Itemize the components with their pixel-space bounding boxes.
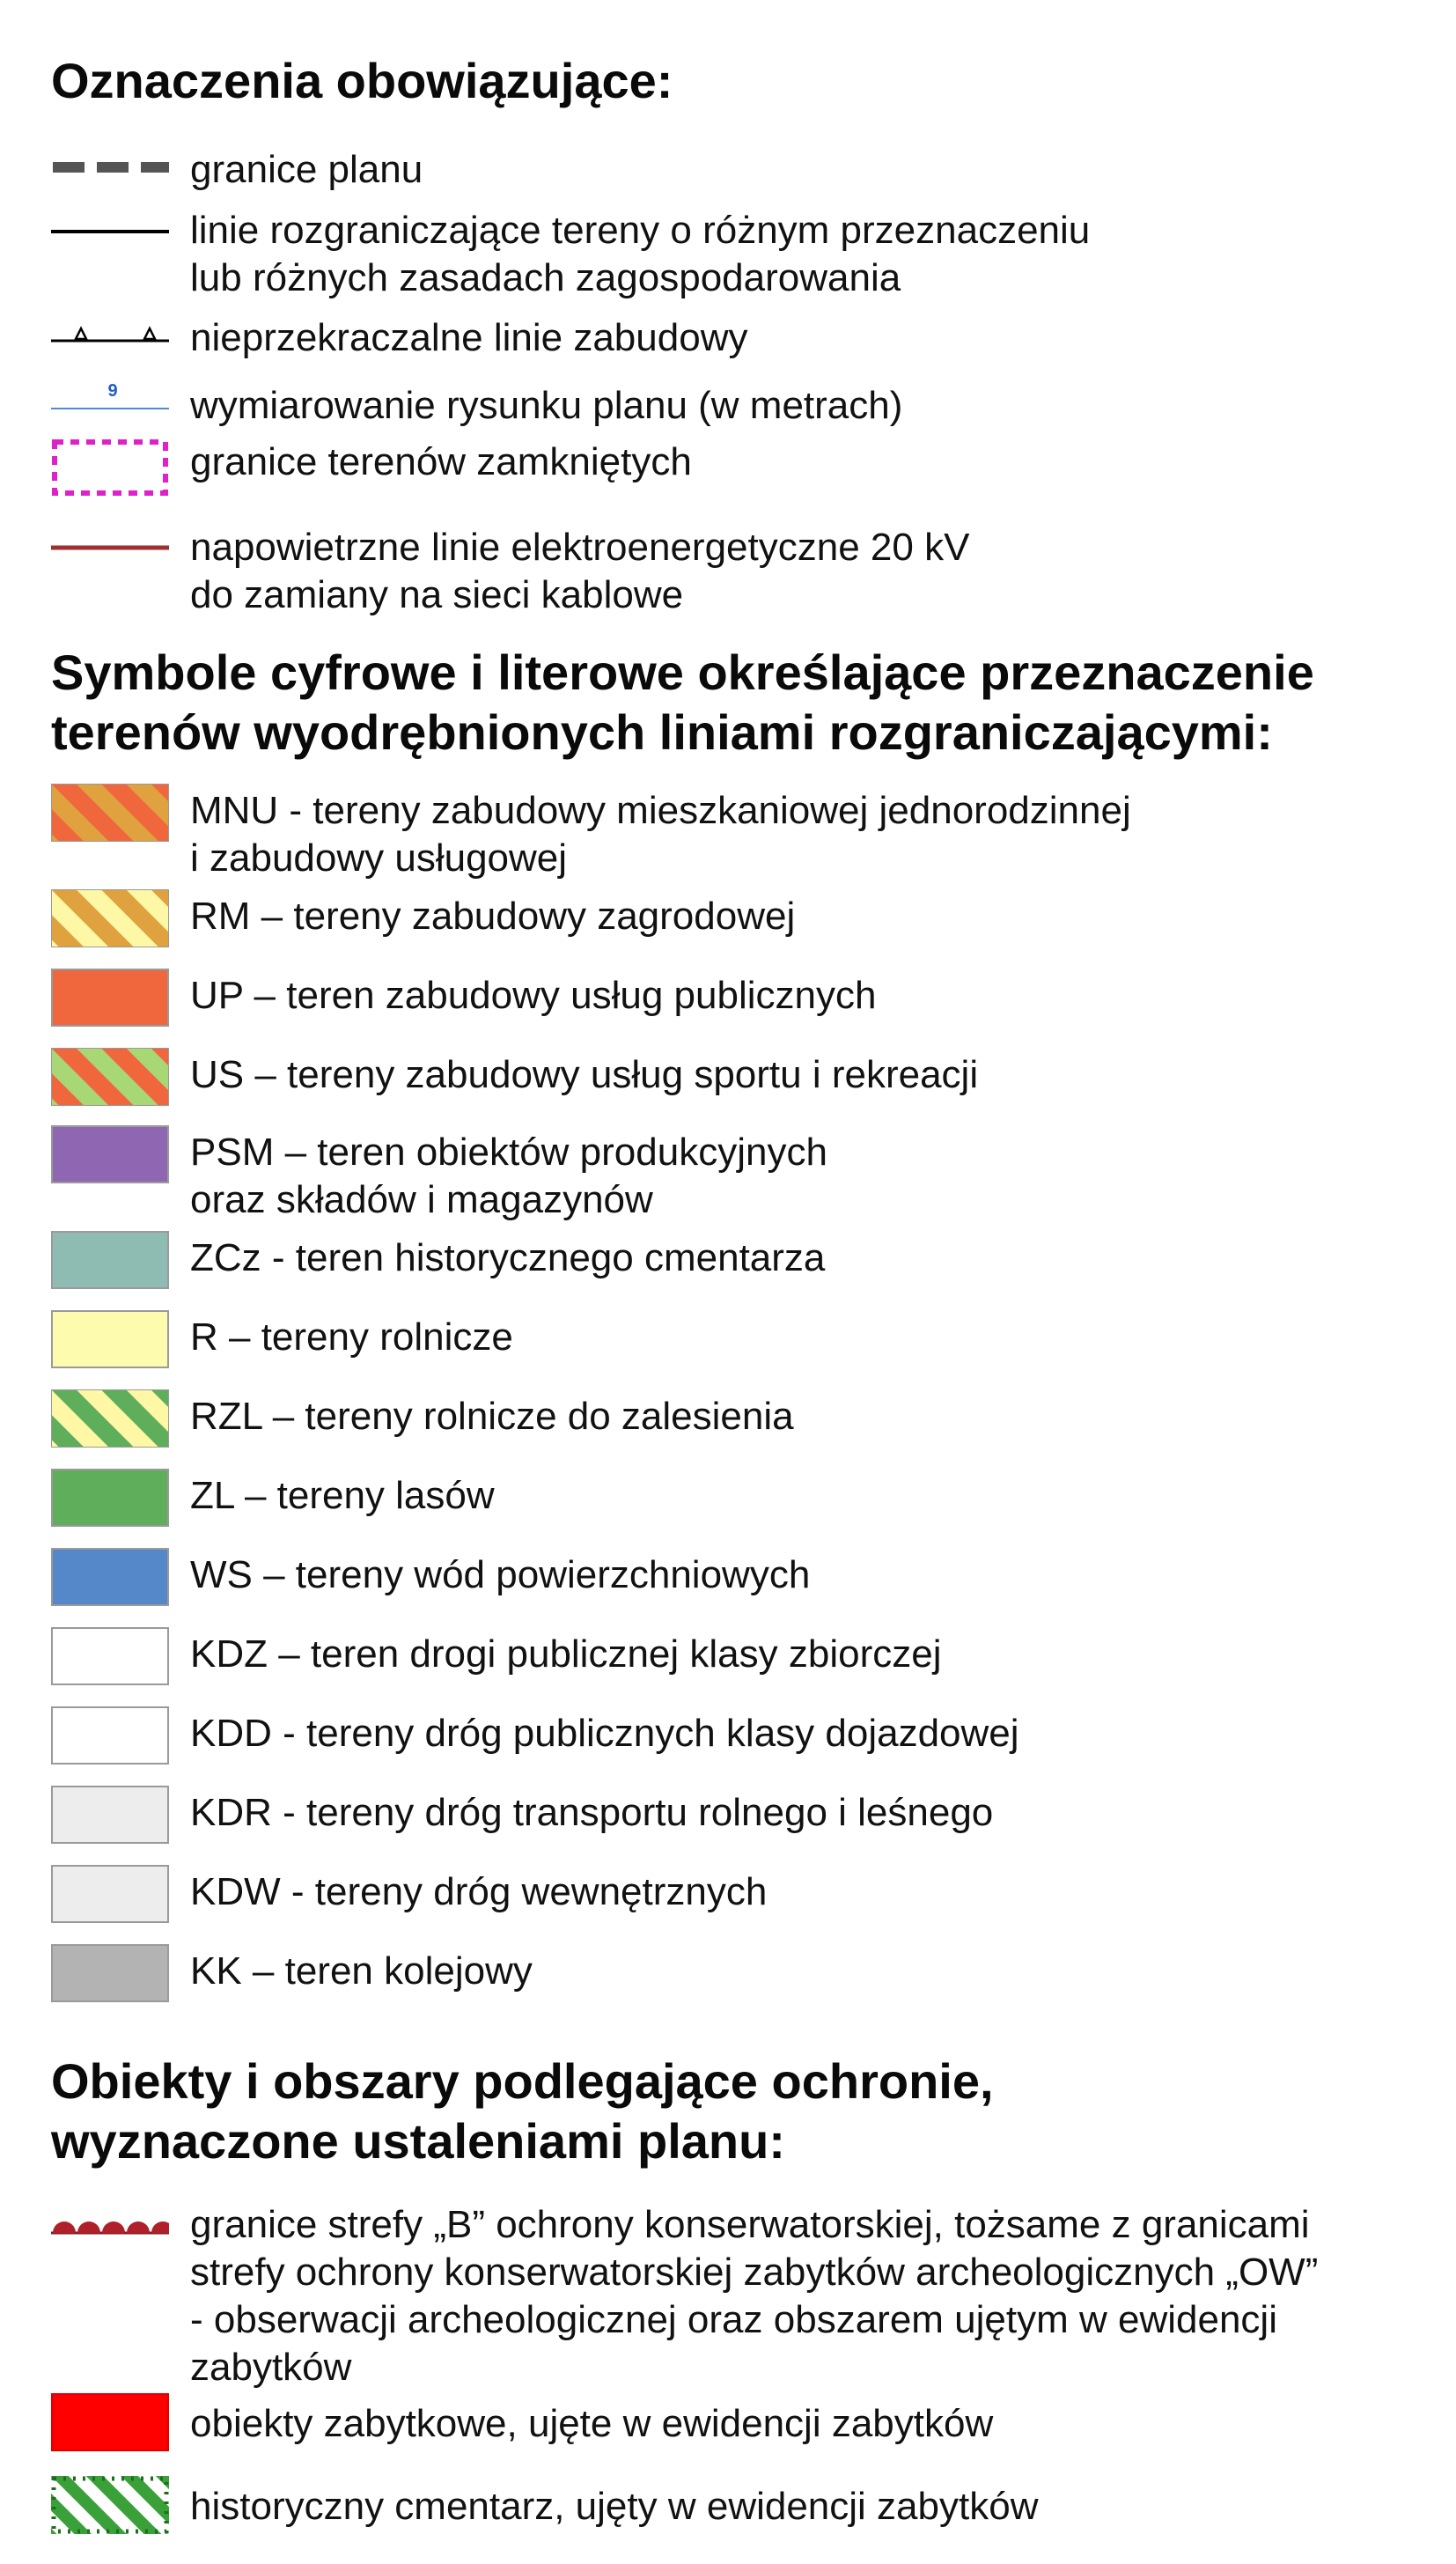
dimension-line-icon [51,379,169,414]
building-line-icon [51,320,169,346]
color-swatch [51,1548,169,1606]
dashed-line-icon [51,158,169,176]
striped-swatch [51,889,169,947]
striped-swatch [51,784,169,842]
power-line-icon [51,543,169,552]
legend-item-label: KDZ – teren drogi publicznej klasy zbiorczej [190,1632,942,1676]
striped-swatch [51,1048,169,1106]
legend-item-label: UP – teren zabudowy usług publicznych [190,974,877,1017]
legend-item-label: US – tereny zabudowy usług sportu i rekreacji [190,1053,979,1096]
legend-item-label: RM – tereny zabudowy zagrodowej [190,895,796,938]
color-swatch [51,1125,169,1183]
legend-item-label: PSM – teren obiektów produkcyjnych oraz składów i magazynów [190,1131,827,1221]
heading-zoning: Symbole cyfrowe i literowe określające przeznaczenie terenów wyodrębnionych liniami rozgraniczającymi: [51,645,1314,760]
legend-item-label: granice terenów zamkniętych [190,440,692,483]
legend-item-label: RZL – tereny rolnicze do zalesienia [190,1395,794,1438]
color-swatch [51,1706,169,1765]
legend-item-label: wymiarowanie rysunku planu (w metrach) [190,384,903,427]
legend-item-label: KK – teren kolejowy [190,1949,533,1993]
legend-item-label: WS – tereny wód powierzchniowych [190,1553,811,1596]
color-swatch [51,969,169,1027]
color-swatch [51,1786,169,1844]
color-swatch [51,1231,169,1289]
legend-item-label: R – tereny rolnicze [190,1315,513,1359]
color-swatch [51,1469,169,1527]
legend-item-label: granice strefy „B” ochrony konserwatorskiej, tożsame z granicami strefy ochrony konserwatorskiej zabytków archeologicznych „OW” - obserwacji archeologicznej oraz obszarem ujętym w ewidencji zabytków [190,2203,1319,2389]
legend-item-label: napowietrzne linie elektroenergetyczne 20 kV do zamiany na sieci kablowe [190,526,970,616]
legend-item-label: KDW - tereny dróg wewnętrznych [190,1870,768,1913]
heading-mandatory: Oznaczenia obowiązujące: [51,53,673,108]
legend-item-label: KDD - tereny dróg publicznych klasy dojazdowej [190,1712,1019,1755]
legend-item-label: KDR - tereny dróg transportu rolnego i leśnego [190,1791,994,1834]
solid-line-icon [51,228,169,235]
magenta-dotted-box-icon [51,438,169,497]
color-swatch [51,1865,169,1923]
heading-protected: Obiekty i obszary podlegające ochronie, wyznaczone ustaleniami planu: [51,2053,994,2169]
green-hatch-box-icon [51,2476,169,2534]
dimension-value: 9 [107,381,118,401]
legend-item-label: linie rozgraniczające tereny o różnym przeznaczeniu lub różnych zasadach zagospodarowania [190,209,1091,299]
striped-swatch [51,1389,169,1448]
legend-item-label: nieprzekraczalne linie zabudowy [190,316,748,359]
color-swatch [51,1944,169,2002]
color-swatch [51,1627,169,1685]
legend-item-label: granice planu [190,148,423,191]
color-swatch [51,1310,169,1368]
red-swatch [51,2393,169,2451]
legend-item-label: obiekty zabytkowe, ujęte w ewidencji zabytków [190,2402,994,2445]
scalloped-line-icon [51,2215,169,2238]
legend-item-label: ZL – tereny lasów [190,1474,495,1517]
legend-item-label: historyczny cmentarz, ujęty w ewidencji zabytków [190,2485,1039,2528]
legend-item-label: ZCz - teren historycznego cmentarza [190,1236,826,1279]
legend-item-label: MNU - tereny zabudowy mieszkaniowej jednorodzinnej i zabudowy usługowej [190,789,1131,880]
